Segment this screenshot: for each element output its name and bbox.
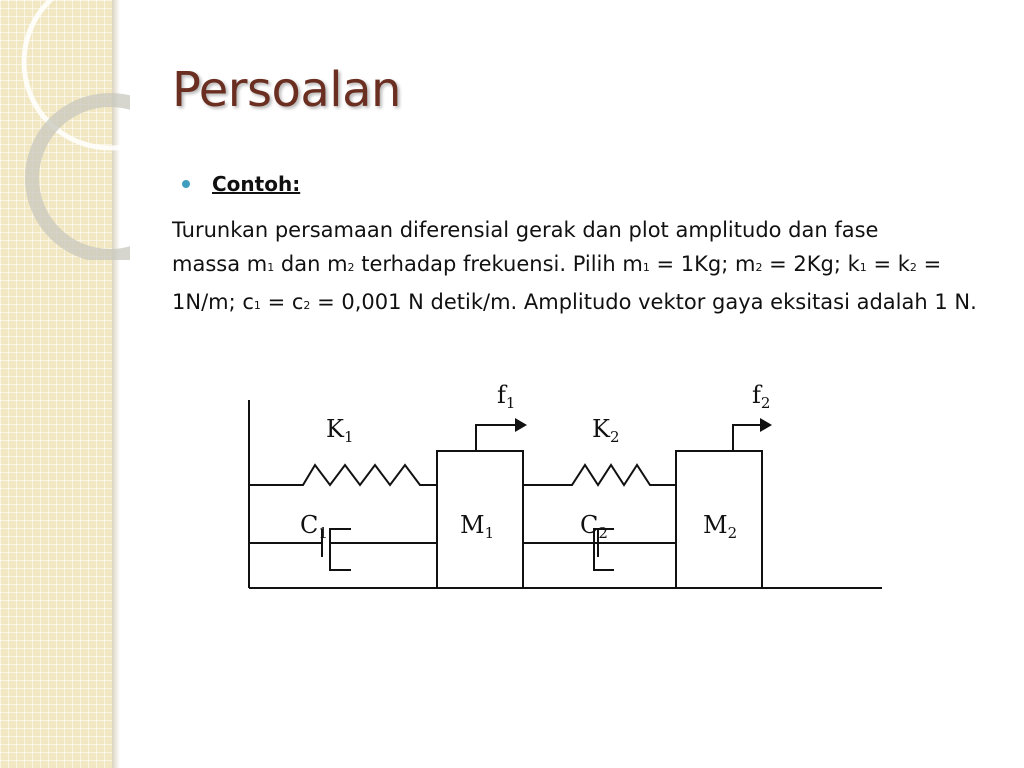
label-k2: $K_2$ (592, 415, 620, 446)
force-f1-arrow (476, 425, 515, 451)
slide-title: Persoalan (172, 62, 401, 118)
label-k1: $K_1$ (326, 415, 354, 446)
bullet-item (182, 172, 300, 196)
decorative-ring-top (24, 0, 130, 148)
label-f2: $f_2$ (752, 381, 771, 412)
damper-c1-cylinder (330, 529, 351, 570)
force-f1-arrowhead (515, 418, 527, 432)
label-m2: $M_2$ (703, 511, 738, 542)
spring-k1 (249, 465, 437, 485)
label-c2: $C_2$ (580, 511, 608, 542)
problem-statement: Turunkan persamaan diferensial gerak dan plot amplitudo dan fase massa m1 dan m2 terhadap frekuensi. Pilih m1 = 1Kg; m2 = 2Kg; k1 = k2 = 1N/m; c1 = c2 = 0,001 N detik/m. Amplitudo vektor gaya eksitasi adalah 1 N. (172, 218, 977, 314)
label-f1: $f_1$ (497, 381, 516, 412)
spring-k2 (523, 465, 676, 485)
decorative-ring-bottom (32, 100, 130, 256)
mass-spring-damper-diagram (230, 375, 890, 600)
force-f2-arrow (733, 425, 760, 451)
label-c1: $C_1$ (300, 511, 328, 542)
bullet-dot-icon (182, 180, 190, 188)
label-m1: $M_1$ (460, 511, 495, 542)
force-f2-arrowhead (760, 418, 772, 432)
bullet-label: Contoh: (212, 172, 301, 196)
decorative-rings (0, 0, 130, 260)
